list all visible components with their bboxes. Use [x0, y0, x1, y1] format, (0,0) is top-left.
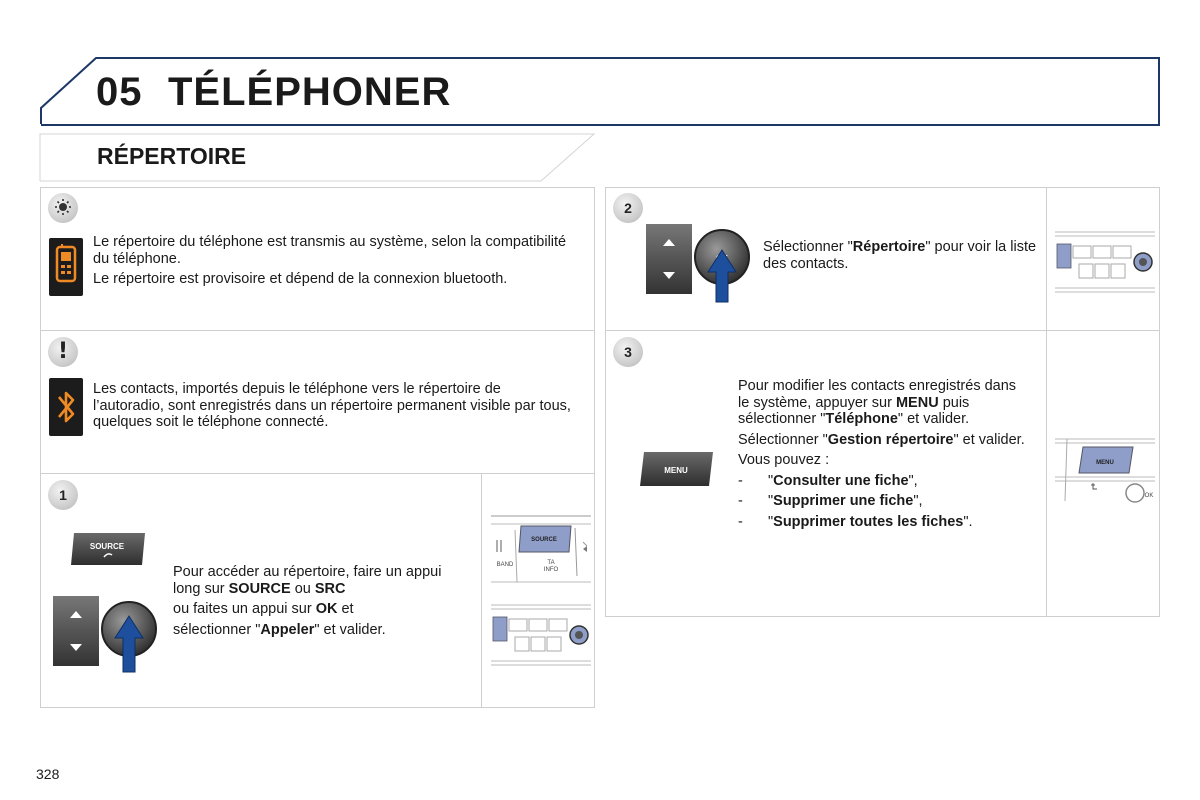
panel-source-label: SOURCE [531, 537, 557, 543]
step3-p2-b: " et valider. [953, 431, 1025, 448]
chapter-title: TÉLÉPHONER [168, 70, 452, 114]
step-1-divider [481, 474, 482, 707]
step3-p2-a: Sélectionner " [738, 431, 828, 448]
step3-p3: Vous pouvez : [738, 452, 830, 468]
step-1-panel [40, 473, 595, 708]
phone-icon [49, 238, 83, 296]
step-2-text [763, 239, 1041, 272]
warning-note-panel [40, 330, 595, 474]
step-1-text [173, 564, 443, 642]
info-note-text [93, 234, 573, 292]
step1-bold-a: SOURCE [228, 580, 291, 597]
panel-menu-label: MENU [1096, 460, 1114, 466]
step1-text-f: " et valider. [314, 621, 386, 638]
radio-panel-menu-illustration [1053, 431, 1155, 507]
step-2-badge: 2 [613, 193, 643, 223]
page-number: 328 [36, 766, 60, 782]
step1-bold-c: OK [315, 601, 338, 617]
step-2-panel [605, 187, 1160, 331]
step2-text-b: " pour voir la liste des contacts. [763, 239, 1037, 272]
panel-band-label: BAND [496, 562, 514, 568]
step-3-divider [1046, 331, 1047, 616]
step1-bold-e: Appeler [260, 621, 315, 638]
chapter-number: 05 [96, 70, 143, 114]
bluetooth-icon [49, 378, 83, 436]
navigation-control[interactable] [646, 222, 756, 304]
list-item: - "Supprimer toutes les fiches". [738, 514, 1028, 531]
step-3-panel [605, 330, 1160, 617]
info-line-2: Le répertoire est provisoire et dépend de la connexion bluetooth. [93, 271, 508, 287]
step1-text-a: Pour accéder au répertoire, faire un appui long sur [173, 564, 442, 597]
step1-text-d: et [337, 601, 354, 617]
source-button-label: SOURCE [89, 542, 125, 551]
step1-bold-b: SRC [314, 580, 346, 597]
step3-p1-bold-b: Téléphone [825, 411, 898, 427]
step3-p1-a: Pour modifier les contacts enregistrés dans le système, appuyer sur [738, 378, 1017, 411]
source-button[interactable] [71, 529, 147, 569]
step1-text-c: ou faites un appui sur [173, 601, 316, 617]
radio-panel-source-illustration [487, 512, 591, 592]
panel-ok-label: OK [1144, 493, 1154, 499]
section-title: RÉPERTOIRE [97, 143, 247, 169]
step-1-badge: 1 [48, 480, 78, 510]
panel-ta-label: TA [547, 560, 555, 566]
step2-text-a: Sélectionner " [763, 239, 853, 255]
menu-button-label: MENU [664, 466, 688, 475]
list-item: - "Supprimer une fiche", [738, 493, 1028, 510]
info-line-1: Le répertoire du téléphone est transmis au système, selon la compatibilité du téléphone. [93, 234, 567, 267]
warning-note-text: Les contacts, importés depuis le téléphone vers le répertoire de l’autoradio, sont enregistrés dans un répertoire permanent visible par tous, quelques soit le téléphone connecté. [93, 381, 571, 430]
navigation-control[interactable] [51, 592, 161, 674]
options-list [738, 473, 1028, 531]
step-3-badge: 3 [613, 337, 643, 367]
step2-bold-a: Répertoire [852, 239, 926, 255]
exclamation-icon: ! [48, 337, 78, 367]
menu-button[interactable] [639, 448, 715, 490]
step-3-text [738, 378, 1028, 534]
panel-info-label: INFO [543, 567, 559, 573]
radio-panel-ok-illustration [1053, 226, 1155, 300]
step3-p1-bold-a: MENU [895, 394, 939, 411]
step3-p1-c: " et valider. [897, 411, 970, 427]
step-2-divider [1046, 188, 1047, 330]
step1-text-e: sélectionner " [173, 621, 261, 638]
info-note-panel [40, 187, 595, 331]
step3-p2-bold: Gestion répertoire [827, 431, 954, 448]
step1-text-b: ou [290, 580, 315, 597]
step3-p1-b: puis sélectionner " [738, 394, 970, 427]
list-item: - "Consulter une fiche", [738, 473, 1028, 490]
lightbulb-icon [48, 193, 78, 223]
radio-panel-ok-illustration [487, 599, 591, 673]
